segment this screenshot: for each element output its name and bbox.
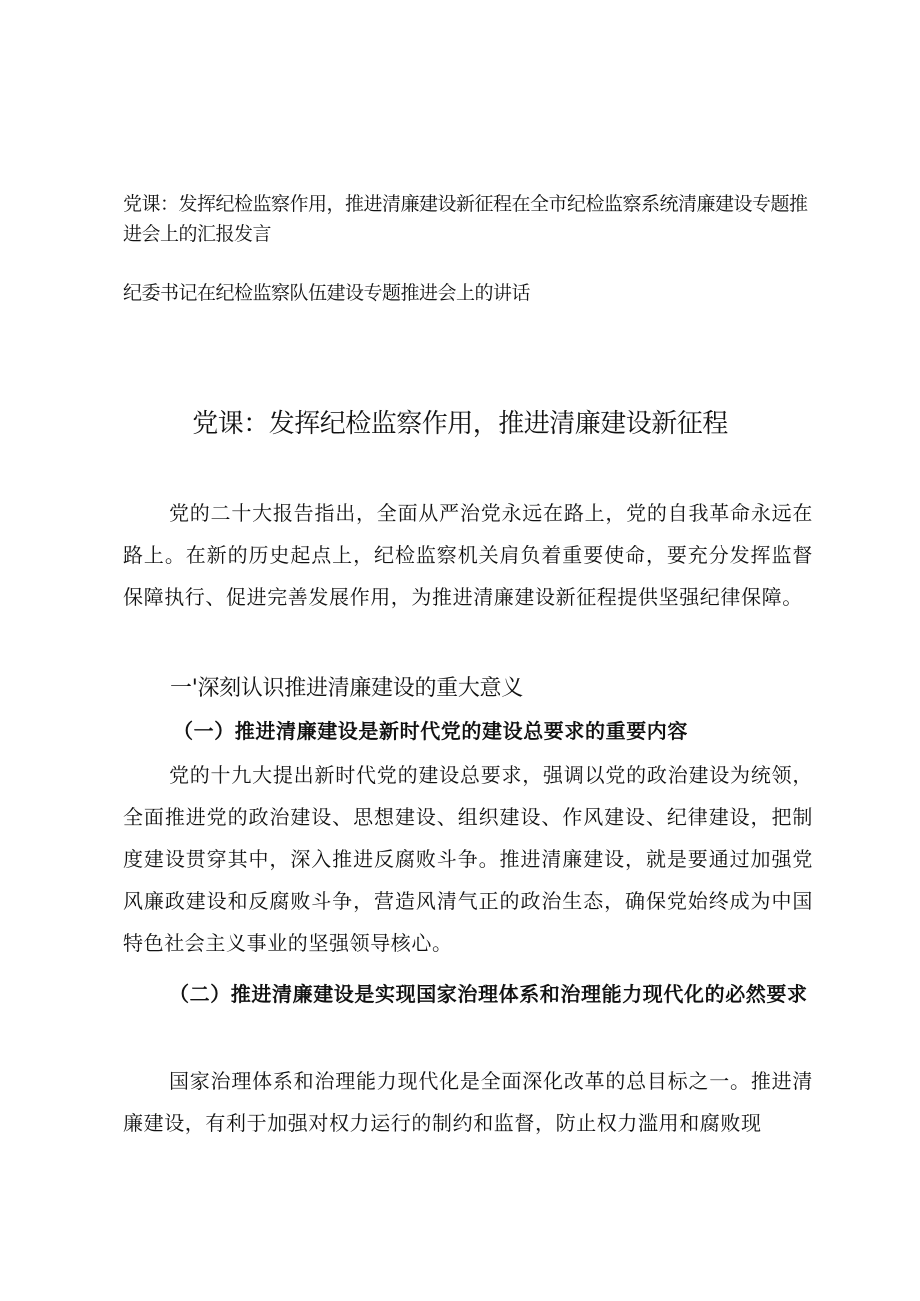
section-1-heading: 一'深刻认识推进清廉建设的重大意义 bbox=[170, 676, 523, 701]
subsection-1-heading: （一）推进清廉建设是新时代党的建设总要求的重要内容 bbox=[173, 719, 688, 743]
subsection-1-body: 党的十九大提出新时代党的建设总要求，强调以党的政治建设为统领，全面推进党的政治建设、思想建设、组织建设、作风建设、纪律建设，把制度建设贯穿其中，深入推进反腐败斗争。推进清廉建设，就是要通过加强党风廉政建设和反腐败斗争，营造风清气正的政治生态，确保党始终成为中国特色社会主义事业的坚强领导核心。 bbox=[123, 763, 813, 955]
toc-item-2[interactable]: 纪委书记在纪检监察队伍建设专题推进会上的讲话 bbox=[123, 282, 531, 304]
subsection-2-heading: （二）推进清廉建设是实现国家治理体系和治理能力现代化的必然要求 bbox=[169, 982, 808, 1006]
toc-item-1[interactable]: 党课：发挥纪检监察作用，推进清廉建设新征程在全市纪检监察系统清廉建设专题推进会上的汇报发言 bbox=[123, 193, 808, 245]
article-title: 党课：发挥纪检监察作用，推进清廉建设新征程 bbox=[192, 409, 728, 439]
intro-paragraph: 党的二十大报告指出，全面从严治党永远在路上，党的自我革命永远在路上。在新的历史起点上，纪检监察机关肩负着重要使命，要充分发挥监督保障执行、促进完善发展作用，为推进清廉建设新征程提供坚强纪律保障。 bbox=[123, 501, 813, 609]
subsection-2-body: 国家治理体系和治理能力现代化是全面深化改革的总目标之一。推进清廉建设，有利于加强对权力运行的制约和监督，防止权力滥用和腐败现 bbox=[123, 1069, 813, 1135]
